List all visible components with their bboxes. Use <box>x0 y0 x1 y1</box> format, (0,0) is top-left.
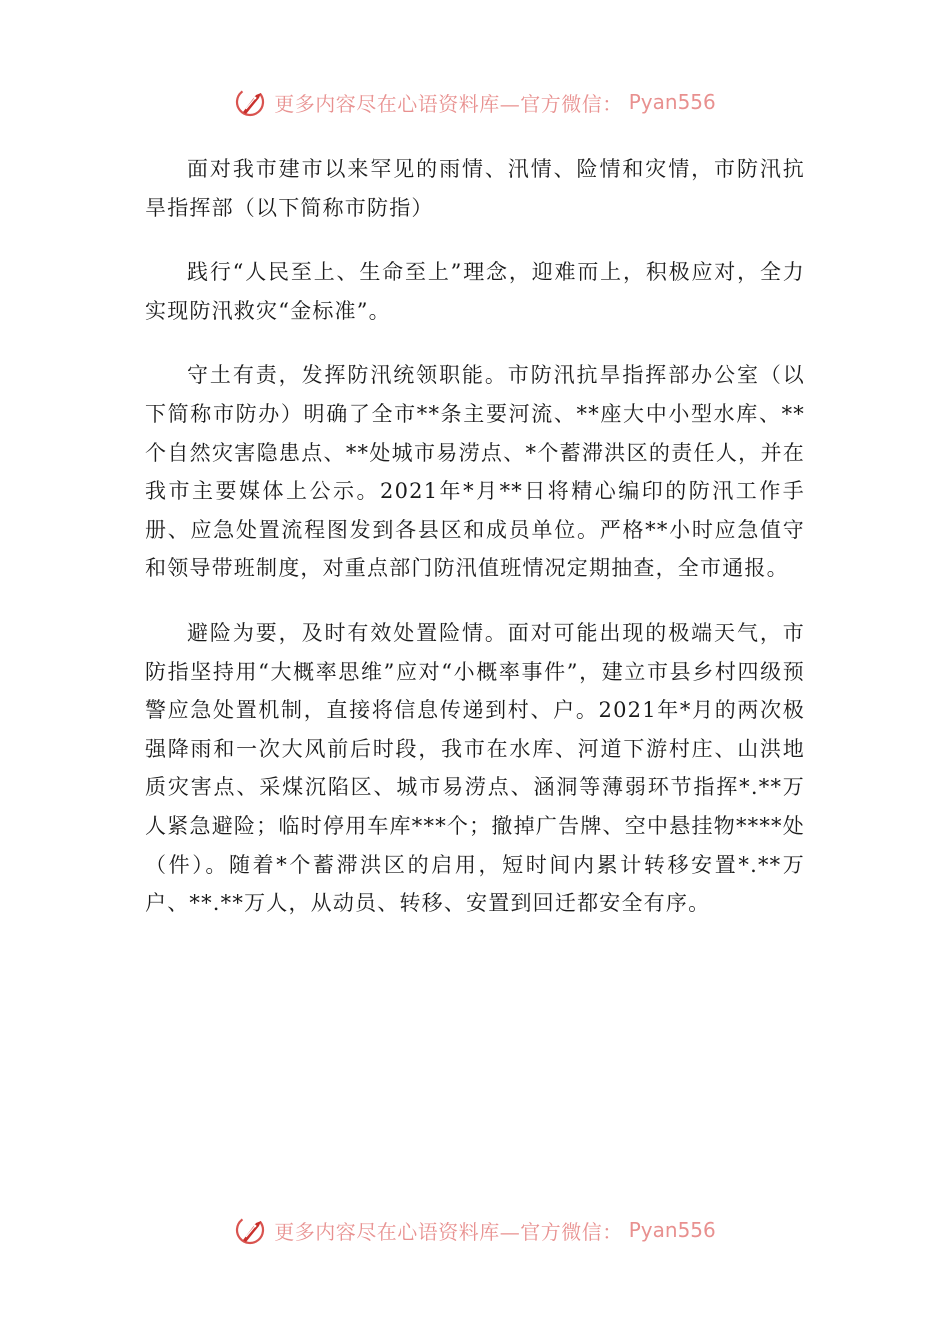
document-body <box>145 150 805 949</box>
paragraph-4: 避险为要，及时有效处置险情。面对可能出现的极端天气，市防指坚持用“大概率思维”应对“小概率事件”，建立市县乡村四级预警应急处置机制，直接将信息传递到村、户。2021年*月的两次极强降雨和一次大风前后时段，我市在水库、河道下游村庄、山洪地质灾害点、采煤沉陷区、城市易涝点、涵洞等薄弱环节指挥*.**万人紧急避险；临时停用车库***个；撤掉广告牌、空中悬挂物****处（件）。随着*个蓄滞洪区的启用，短时间内累计转移安置*.**万户、**.**万人，从动员、转移、安置到回迁都安全有序。 <box>145 620 805 916</box>
header-banner <box>0 82 950 122</box>
wechat-id: Pyan556 <box>628 1218 716 1242</box>
banner-text: 更多内容尽在心语资料库—官方微信： <box>274 91 623 116</box>
footer-banner <box>0 1210 950 1250</box>
pen-nib-logo-icon <box>234 1213 268 1247</box>
pen-nib-logo-icon <box>234 85 268 119</box>
paragraph-3: 守土有责，发挥防汛统领职能。市防汛抗旱指挥部办公室（以下简称市防办）明确了全市**条主要河流、**座大中小型水库、**个自然灾害隐患点、**处城市易涝点、*个蓄滞洪区的责任人，并在我市主要媒体上公示。2021年*月**日将精心编印的防汛工作手册、应急处置流程图发到各县区和成员单位。严格**小时应急值守和领导带班制度，对重点部门防汛值班情况定期抽查，全市通报。 <box>145 363 805 581</box>
wechat-id: Pyan556 <box>628 90 716 114</box>
banner-text: 更多内容尽在心语资料库—官方微信： <box>274 1219 623 1244</box>
paragraph-1: 面对我市建市以来罕见的雨情、汛情、险情和灾情，市防汛抗旱指挥部（以下简称市防指） <box>145 157 805 220</box>
paragraph-2: 践行“人民至上、生命至上”理念，迎难而上，积极应对，全力实现防汛救灾“金标准”。 <box>145 260 805 323</box>
